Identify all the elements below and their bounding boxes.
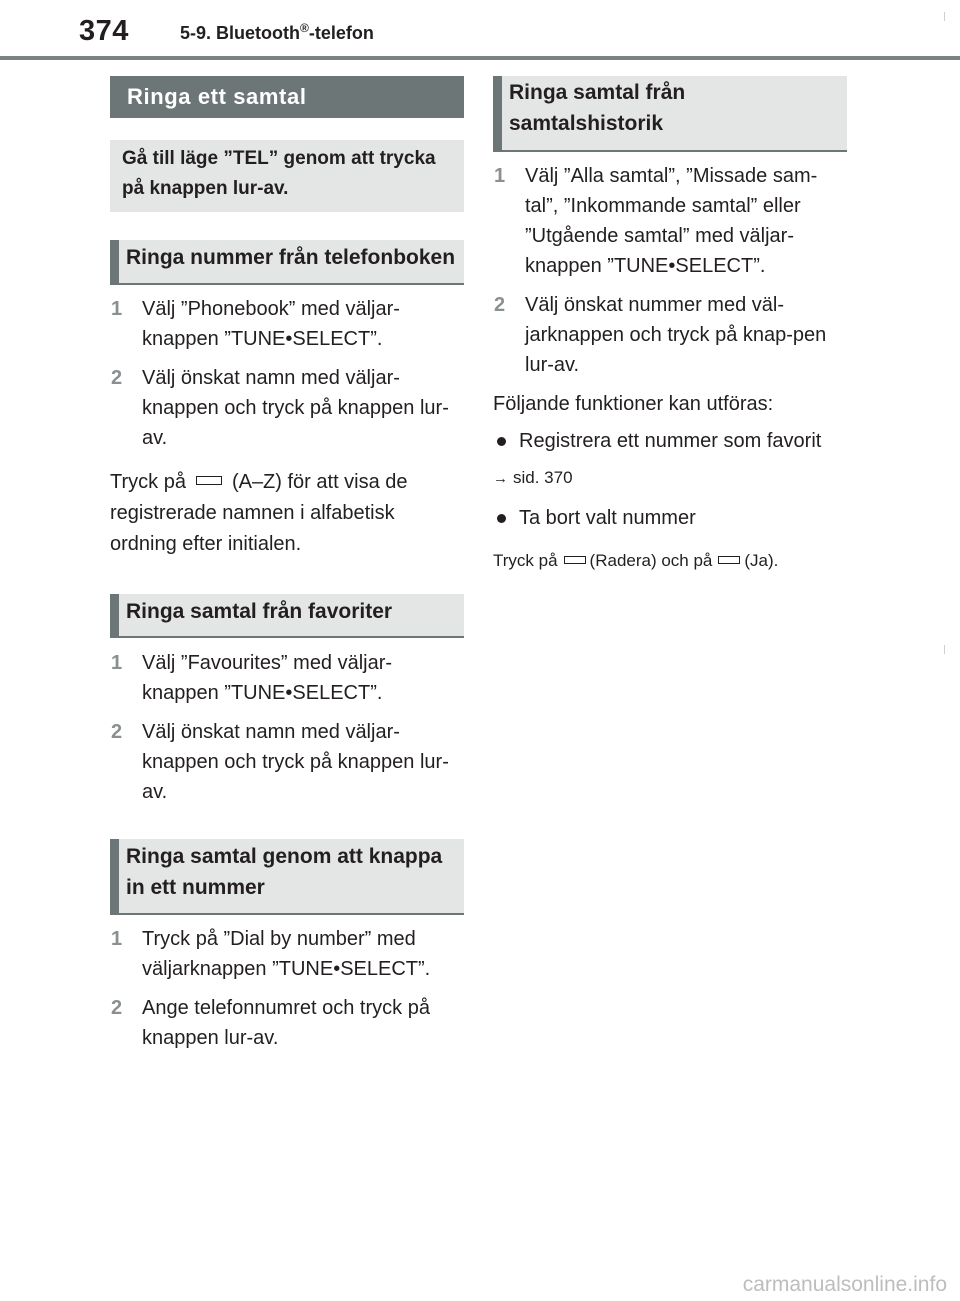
step-item	[110, 294, 464, 354]
step-number: 1	[111, 652, 123, 674]
page-reference-text: sid. 370	[513, 468, 573, 487]
step-item	[110, 363, 464, 453]
section-title-history: Ringa samtal från samtalshistorik	[493, 76, 847, 152]
section-title-favourites: Ringa samtal från favoriter	[110, 594, 464, 638]
page-header	[0, 0, 960, 60]
step-item	[110, 993, 464, 1053]
step-number: 1	[111, 928, 123, 950]
section-title-dial: Ringa samtal genom att knappa in ett nummer	[110, 839, 464, 915]
instruction-part2: (Radera) och på	[589, 551, 713, 570]
functions-intro: Följande funktioner kan utföras:	[493, 393, 774, 415]
section-title-phonebook: Ringa nummer från telefonboken	[110, 240, 464, 285]
history-steps	[493, 161, 847, 380]
left-column	[110, 76, 464, 1062]
main-section-title: Ringa ett samtal	[110, 76, 464, 118]
header-rule	[0, 56, 960, 60]
instruction-part1: Tryck på	[493, 551, 558, 570]
edge-mark	[944, 12, 945, 21]
phonebook-note	[110, 467, 464, 560]
step-number: 1	[111, 298, 123, 320]
step-item	[110, 924, 464, 984]
screen-button-icon	[196, 476, 222, 485]
edge-mark	[944, 645, 945, 654]
chapter-title	[180, 21, 374, 44]
chapter-title-suffix: -telefon	[308, 23, 374, 43]
note-text-end: (A–Z) för att visa de registrerade namnen i alfabetisk ordning efter initialen.	[110, 471, 408, 555]
step-item	[110, 648, 464, 708]
intro-box: Gå till läge ”TEL” genom att trycka på knappen lur-av.	[110, 140, 464, 212]
step-text: Tryck på ”Dial by number” med väljarknappen ”TUNE•SELECT”.	[142, 928, 431, 980]
step-text: Välj ”Favourites” med väljar-knappen ”TUNE•SELECT”.	[142, 652, 393, 704]
page-number: 374	[79, 15, 129, 47]
step-text: Välj önskat namn med väljar-knappen och tryck på knappen lur-av.	[142, 367, 449, 449]
instruction-part3: (Ja).	[744, 551, 779, 570]
watermark: carmanualsonline.info	[742, 1273, 947, 1296]
bullet-dot-icon	[497, 437, 506, 446]
bullet-dot-icon	[497, 514, 506, 523]
step-item	[493, 290, 847, 380]
arrow-right-icon: →	[493, 470, 508, 487]
chapter-title-main: 5-9. Bluetooth	[180, 23, 300, 43]
step-text: Välj önskat namn med väljar-knappen och tryck på knappen lur-av.	[142, 721, 449, 803]
step-text: Välj ”Phonebook” med väljar-knappen ”TUNE•SELECT”.	[142, 298, 400, 350]
right-column	[493, 76, 847, 573]
step-text: Välj önskat nummer med väl-jarknappen och tryck på knap-pen lur-av.	[525, 294, 827, 376]
favourites-steps	[110, 648, 464, 807]
step-item	[110, 717, 464, 807]
registered-mark: ®	[300, 21, 309, 35]
step-text: Välj ”Alla samtal”, ”Missade sam-tal”, ”Inkommande samtal” eller ”Utgående samtal” med väljar-knappen ”TUNE•SELECT”.	[525, 165, 818, 277]
bullet-delete-number	[493, 503, 847, 533]
step-number: 2	[111, 721, 123, 743]
delete-instruction	[493, 549, 847, 573]
step-item	[493, 161, 847, 281]
screen-button-icon	[564, 556, 586, 564]
screen-button-icon	[718, 556, 740, 564]
step-text: Ange telefonnumret och tryck på knappen lur-av.	[142, 997, 430, 1049]
dial-steps	[110, 924, 464, 1053]
step-number: 2	[111, 367, 123, 389]
phonebook-steps	[110, 294, 464, 453]
step-number: 2	[494, 294, 506, 316]
bullet-text: Ta bort valt nummer	[519, 507, 696, 529]
bullet-register-favourite	[493, 426, 847, 456]
bullet-text: Registrera ett nummer som favorit	[519, 430, 822, 452]
note-text-start: Tryck på	[110, 471, 186, 493]
page-reference[interactable]	[493, 466, 847, 491]
step-number: 2	[111, 997, 123, 1019]
step-number: 1	[494, 165, 506, 187]
